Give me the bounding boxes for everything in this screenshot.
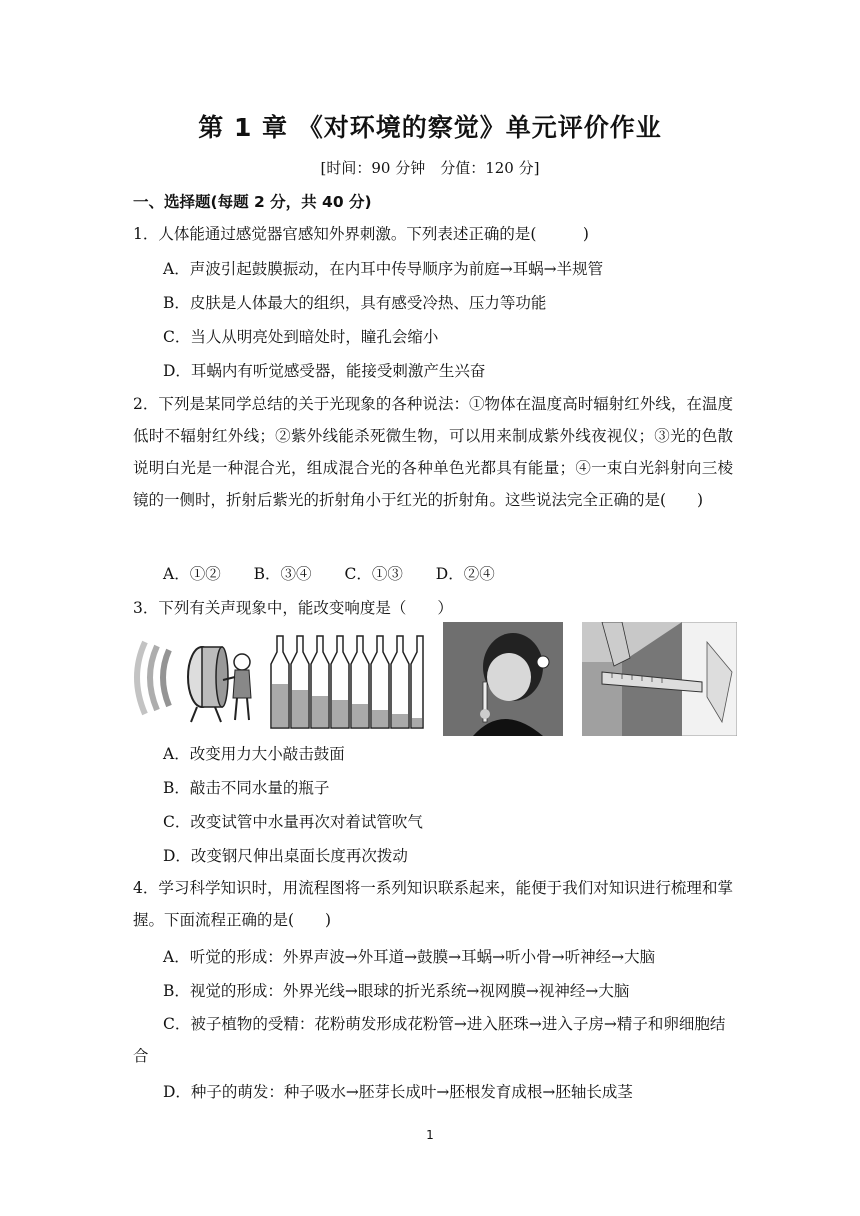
ruler-on-table-photo bbox=[582, 622, 737, 736]
bottles-figure bbox=[269, 622, 424, 736]
question-4-option-d: D．种子的萌发：种子吸水→胚芽长成叶→胚根发育成根→胚轴长成茎 bbox=[163, 1083, 633, 1101]
document-title: 第 1 章 《对环境的察觉》单元评价作业 bbox=[198, 113, 662, 142]
question-1-stem: 1．人体能通过感觉器官感知外界刺激。下列表述正确的是( ) bbox=[133, 225, 589, 243]
question-4-stem: 4．学习科学知识时，用流程图将一系列知识联系起来，能便于我们对知识进行梳理和掌握。下面流程正确的是( ) bbox=[133, 879, 733, 929]
question-4-option-a: A．听觉的形成：外界声波→外耳道→鼓膜→耳蜗→听小骨→听神经→大脑 bbox=[163, 948, 656, 966]
question-2-option-b: B．③④ bbox=[253, 565, 312, 583]
girl-blowing-photo bbox=[443, 622, 563, 736]
question-2-options bbox=[163, 562, 523, 584]
question-4-option-c: C．被子植物的受精：花粉萌发形成花粉管→进入胚珠→进入子房→精子和卵细胞结合 bbox=[133, 1015, 726, 1065]
drum-figure bbox=[127, 622, 262, 736]
question-1-option-c: C．当人从明亮处到暗处时，瞳孔会缩小 bbox=[163, 328, 439, 346]
question-3-option-d: D．改变钢尺伸出桌面长度再次拨动 bbox=[163, 847, 408, 865]
question-1-option-b: B．皮肤是人体最大的组织，具有感受冷热、压力等功能 bbox=[163, 294, 547, 312]
question-1-option-a: A．声波引起鼓膜振动，在内耳中传导顺序为前庭→耳蜗→半规管 bbox=[163, 260, 604, 278]
question-3-option-b: B．敲击不同水量的瓶子 bbox=[163, 779, 330, 797]
question-3-option-a: A．改变用力大小敲击鼓面 bbox=[163, 745, 345, 763]
question-3-figures bbox=[127, 622, 737, 736]
section-heading: 一、选择题(每题 2 分，共 40 分) bbox=[133, 193, 372, 211]
question-3-option-c: C．改变试管中水量再次对着试管吹气 bbox=[163, 813, 423, 831]
question-2-option-d: D．②④ bbox=[435, 565, 495, 583]
question-2-option-a: A．①② bbox=[163, 565, 221, 583]
page-number: 1 bbox=[426, 1128, 434, 1142]
question-3-stem: 3．下列有关声现象中，能改变响度是（ ） bbox=[133, 599, 453, 617]
question-2-stem: 2．下列是某同学总结的关于光现象的各种说法：①物体在温度高时辐射红外线，在温度低时不辐射红外线；②紫外线能杀死微生物，可以用来制成紫外线夜视仪；③光的色散说明白光是一种混合光，组成混合光的各种单色光都具有能量；④一束白光斜射向三棱镜的一侧时，折射后紫光的折射角小于红光的折射角。这些说法完全正确的是( ) bbox=[133, 395, 733, 509]
exam-meta: [时间：90 分钟 分值：120 分] bbox=[320, 159, 540, 177]
question-1-option-d: D．耳蜗内有听觉感受器，能接受刺激产生兴奋 bbox=[163, 362, 486, 380]
question-4-option-b: B．视觉的形成：外界光线→眼球的折光系统→视网膜→视神经→大脑 bbox=[163, 982, 630, 1000]
question-2-option-c: C．①③ bbox=[344, 565, 403, 583]
